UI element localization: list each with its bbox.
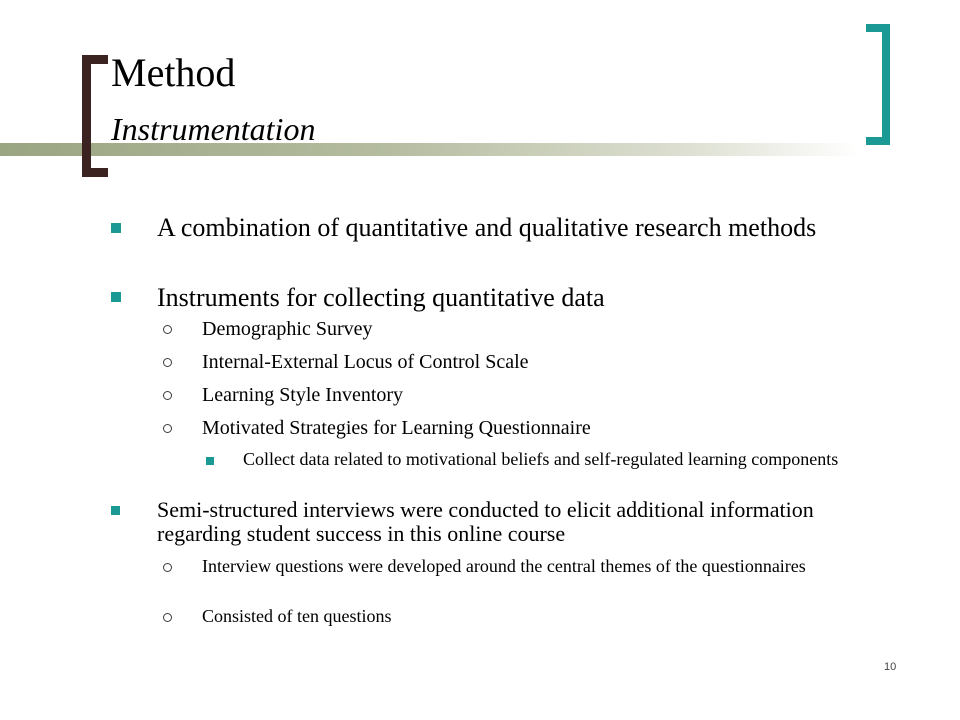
slide-subtitle: Instrumentation xyxy=(111,111,316,147)
page-number: 10 xyxy=(884,661,897,673)
ring-bullet-icon xyxy=(163,424,172,433)
square-bullet-icon xyxy=(111,506,120,515)
square-bullet-icon xyxy=(111,223,121,233)
ring-bullet-icon xyxy=(163,391,172,400)
square-bullet-icon xyxy=(206,457,214,465)
ring-bullet-icon xyxy=(163,563,172,572)
slide-title: Method xyxy=(111,50,236,95)
ring-bullet-icon xyxy=(163,358,172,367)
left-bracket-decoration xyxy=(82,55,108,177)
square-bullet-icon xyxy=(111,292,121,302)
ring-bullet-icon xyxy=(163,325,172,334)
right-bracket-decoration xyxy=(866,24,890,145)
ring-bullet-icon xyxy=(163,613,172,622)
